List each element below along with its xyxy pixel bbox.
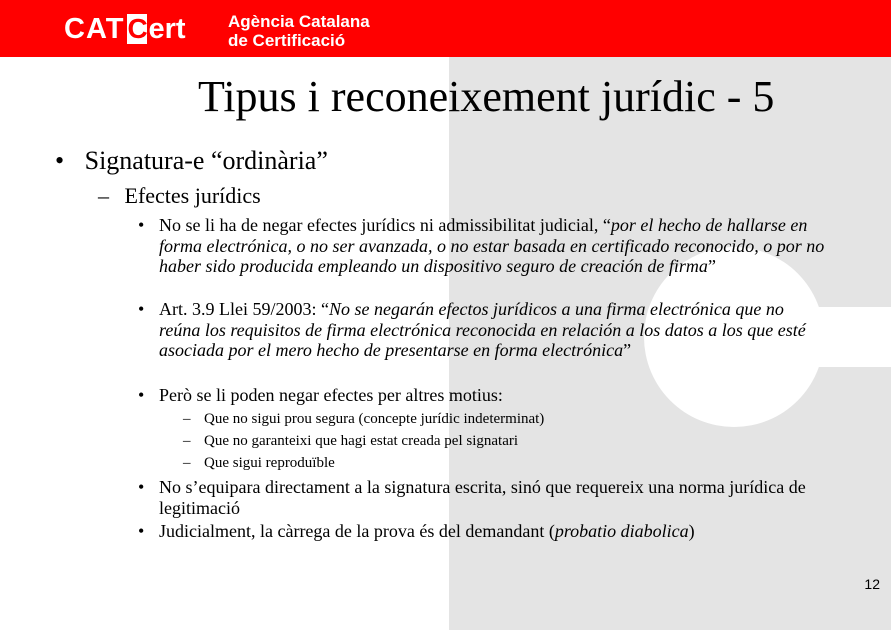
bullet-level2 (98, 183, 261, 209)
list-item-text: Judicialment, la càrrega de la prova és del demandant (probatio diabolica) (159, 521, 695, 541)
bullet-marker: • (138, 477, 145, 497)
list-item (138, 215, 828, 277)
list-item (138, 477, 828, 518)
slide-title: Tipus i reconeixement jurídic - 5 (198, 72, 775, 121)
bullet-level1 (55, 146, 328, 176)
list-item-text: No s’equipara directament a la signatura escrita, sinó que requereix una norma jurídica de legitimació (159, 477, 806, 518)
dash-marker: – (98, 183, 109, 208)
sub-list-item-text: Que no sigui prou segura (concepte jurídic indeterminat) (204, 411, 545, 427)
sub-list-item-text: Que no garanteixi que hagi estat creada pel signatari (204, 433, 519, 449)
logo-text-ert: ert (148, 12, 186, 45)
sub-list-item (183, 432, 518, 450)
bullet-text: Signatura-e “ordinària” (84, 146, 328, 175)
sub-list-item (183, 410, 544, 428)
bullet-marker: • (55, 146, 65, 175)
catcert-logo (64, 12, 186, 46)
list-item-text: Art. 3.9 Llei 59/2003: “No se negarán efectos jurídicos a una firma electrónica que no reúna los requisitos de firma electrónica reconocida en relación a los datos a los que esté asociada por el mero hecho de presentarse en forma electrónica” (159, 299, 806, 360)
dash-marker: – (183, 433, 191, 449)
org-name-line1: Agència Catalana (228, 12, 370, 31)
list-item (138, 521, 828, 542)
org-name (228, 12, 370, 50)
bullet-marker: • (138, 299, 145, 319)
list-item (138, 385, 828, 406)
logo-text-cert (124, 13, 185, 46)
page-number: 12 (864, 576, 880, 592)
bullet-marker: • (138, 385, 145, 405)
header-bar (0, 0, 891, 57)
bullet-marker: • (138, 521, 145, 541)
logo-c-mark: C (127, 13, 148, 44)
list-item-text: Però se li poden negar efectes per altres motius: (159, 385, 503, 405)
dash-marker: – (183, 411, 191, 427)
sub-list-item-text: Que sigui reproduïble (204, 455, 335, 471)
dash-marker: – (183, 455, 191, 471)
bullet-marker: • (138, 215, 145, 235)
sub-list-item (183, 454, 335, 472)
logo-text-cat: CAT (64, 12, 125, 45)
list-item-text: No se li ha de negar efectes jurídics ni admissibilitat judicial, “por el hecho de hallarse en forma electrónica, o no ser avanzada, o no estar basada en certificado reconocido, o por no haber sido producida empleando un dispositivo seguro de creación de firma” (159, 215, 825, 276)
org-name-line2: de Certificació (228, 31, 346, 50)
list-item (138, 299, 828, 361)
bullet-text: Efectes jurídics (124, 183, 261, 208)
